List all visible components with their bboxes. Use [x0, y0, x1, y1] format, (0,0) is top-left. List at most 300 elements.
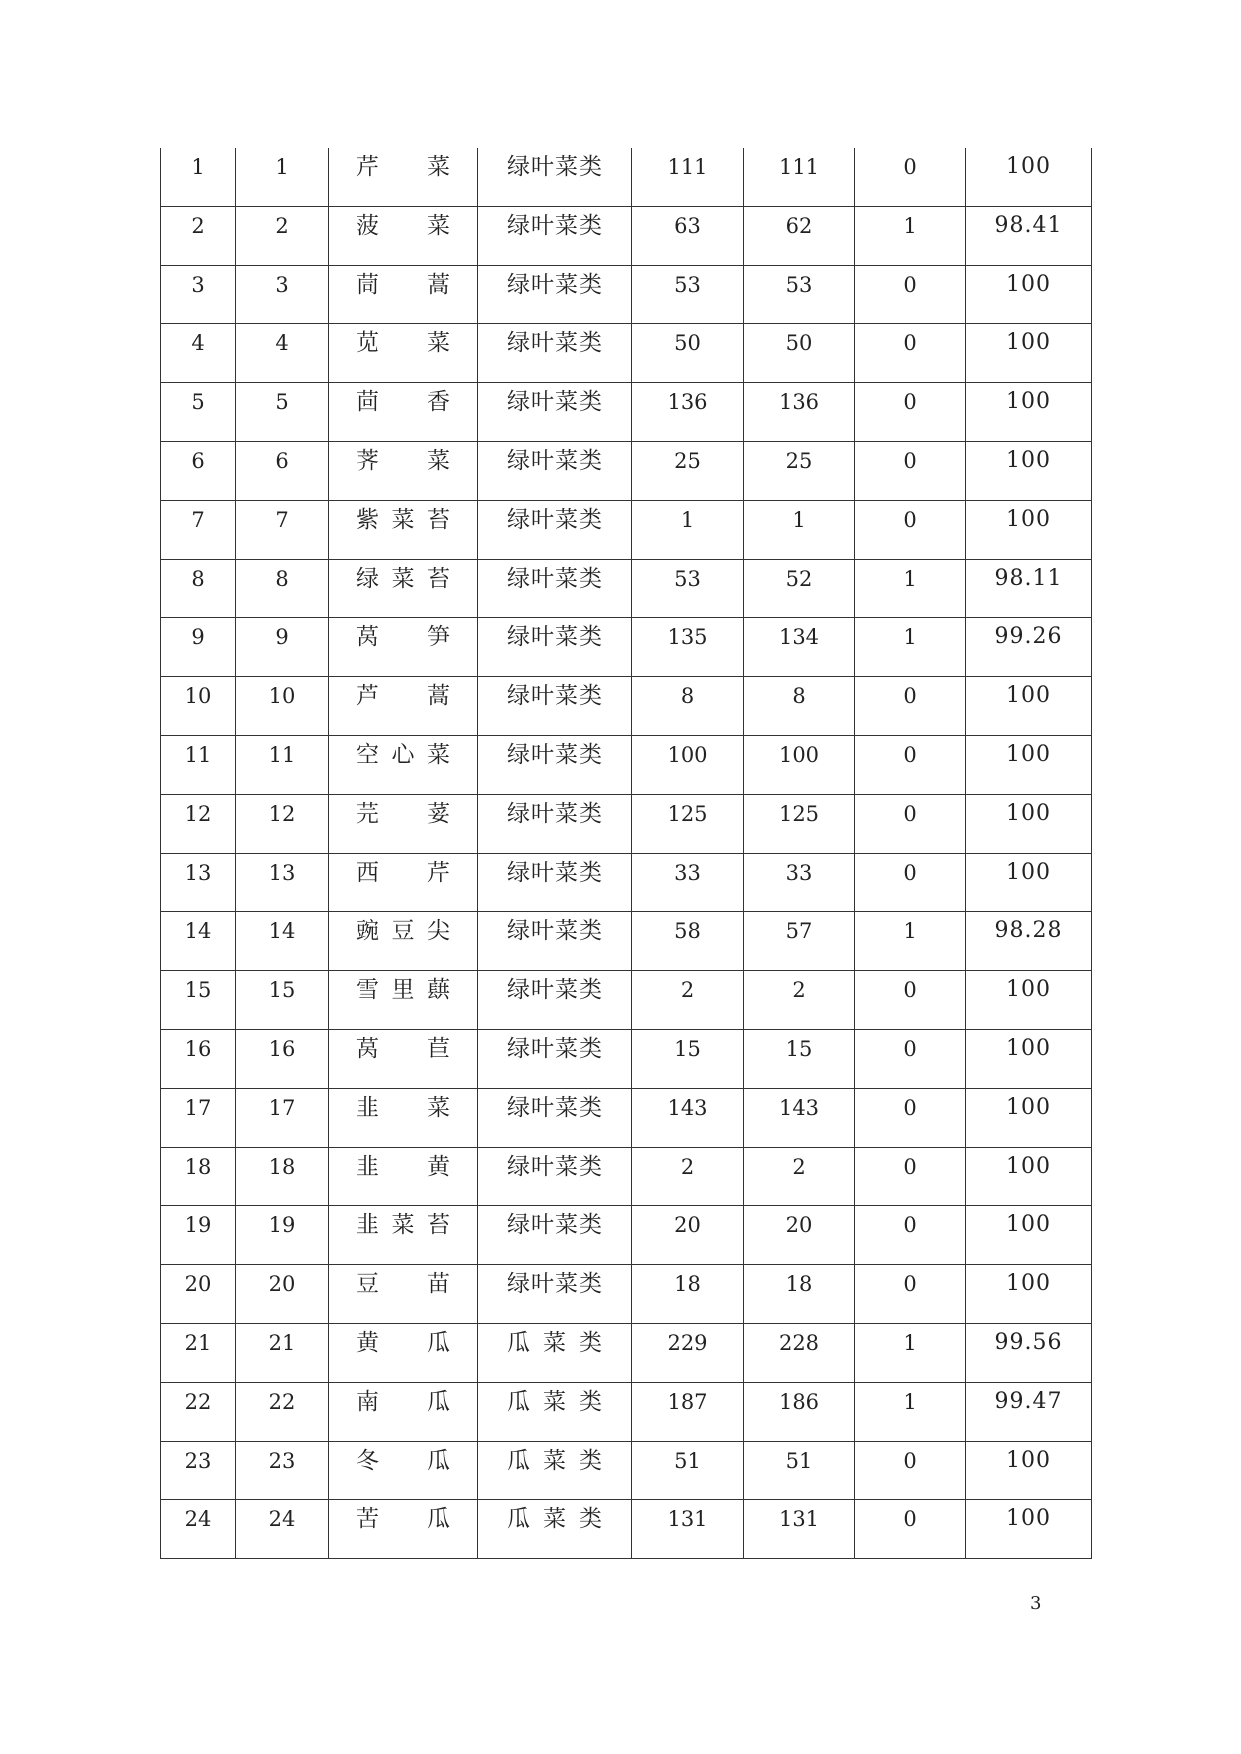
cell-pass-rate	[966, 971, 1092, 1030]
table-row	[161, 148, 1092, 206]
cell-sequence-text: 1	[191, 155, 205, 179]
cell-samples-passed-text: 134	[778, 625, 820, 650]
cell-item-number	[236, 441, 329, 500]
cell-vegetable-name-text: 茴 香	[356, 389, 450, 416]
table-row	[161, 1206, 1092, 1265]
cell-samples-passed-text: 62	[785, 213, 813, 238]
cell-samples-passed	[744, 265, 855, 324]
cell-samples-failed-text: 0	[903, 331, 917, 356]
cell-samples-passed	[744, 971, 855, 1030]
cell-category-text: 绿叶菜类	[507, 683, 602, 710]
cell-vegetable-name-text: 豆 苗	[356, 1271, 450, 1298]
cell-item-number-text: 17	[268, 1095, 296, 1120]
cell-pass-rate-text: 99.26	[994, 624, 1063, 650]
cell-samples-failed	[855, 794, 966, 853]
cell-category-text: 绿叶菜类	[507, 918, 602, 945]
cell-pass-rate	[966, 1441, 1092, 1500]
cell-vegetable-name	[329, 794, 478, 853]
cell-vegetable-name	[329, 206, 478, 265]
cell-sequence-text: 7	[191, 507, 205, 532]
cell-category	[478, 559, 632, 618]
cell-vegetable-name	[329, 677, 478, 736]
cell-samples-failed	[855, 1029, 966, 1088]
cell-samples-passed-text: 52	[785, 566, 813, 591]
cell-vegetable-name-text: 芦 蒿	[356, 683, 450, 710]
cell-sequence	[161, 1500, 236, 1559]
cell-sequence-text: 6	[191, 448, 205, 473]
cell-samples-failed-text: 0	[903, 507, 917, 532]
inspection-results-table	[160, 148, 1092, 1559]
cell-item-number	[236, 1500, 329, 1559]
cell-vegetable-name-text: 莴 笋	[356, 624, 450, 651]
cell-samples-failed	[855, 1441, 966, 1500]
cell-pass-rate	[966, 1029, 1092, 1088]
cell-samples-tested-text: 136	[667, 390, 708, 415]
cell-samples-passed	[744, 383, 855, 442]
cell-sequence-text: 5	[191, 390, 205, 415]
table-row	[161, 794, 1092, 853]
cell-vegetable-name	[329, 559, 478, 618]
cell-pass-rate-text: 98.11	[994, 565, 1063, 591]
cell-item-number	[236, 1323, 329, 1382]
cell-samples-passed-text: 51	[785, 1448, 813, 1473]
cell-vegetable-name	[329, 265, 478, 324]
cell-sequence-text: 13	[184, 860, 212, 885]
cell-item-number	[236, 1029, 329, 1088]
cell-samples-failed	[855, 735, 966, 794]
cell-pass-rate	[966, 1206, 1092, 1265]
cell-category-text: 瓜 菜 类	[507, 1388, 602, 1415]
cell-category	[478, 1029, 632, 1088]
cell-samples-tested-text: 125	[667, 801, 708, 826]
cell-category	[478, 206, 632, 265]
cell-pass-rate-text: 100	[1006, 1506, 1051, 1532]
cell-samples-tested-text: 15	[674, 1036, 701, 1061]
cell-pass-rate	[966, 1265, 1092, 1324]
cell-samples-tested	[632, 383, 744, 442]
cell-samples-passed	[744, 441, 855, 500]
cell-item-number-text: 20	[268, 1272, 296, 1297]
cell-pass-rate-text: 100	[1006, 859, 1051, 885]
cell-sequence-text: 9	[191, 625, 205, 650]
cell-sequence	[161, 971, 236, 1030]
cell-category	[478, 735, 632, 794]
cell-item-number	[236, 677, 329, 736]
cell-category-text: 瓜 菜 类	[507, 1506, 602, 1533]
cell-pass-rate-text: 100	[1006, 154, 1051, 179]
cell-vegetable-name	[329, 1265, 478, 1324]
cell-category	[478, 500, 632, 559]
cell-vegetable-name	[329, 618, 478, 677]
cell-category-text: 绿叶菜类	[507, 859, 602, 886]
cell-category	[478, 324, 632, 383]
cell-samples-tested-text: 2	[680, 1154, 695, 1179]
cell-samples-tested	[632, 1323, 744, 1382]
cell-samples-passed	[744, 853, 855, 912]
cell-samples-failed	[855, 148, 966, 206]
cell-sequence	[161, 618, 236, 677]
cell-samples-passed-text: 2	[792, 1154, 806, 1179]
cell-item-number-text: 6	[275, 448, 289, 473]
table-row	[161, 559, 1092, 618]
cell-sequence	[161, 1088, 236, 1147]
cell-sequence	[161, 324, 236, 383]
cell-sequence-text: 20	[184, 1272, 212, 1297]
cell-samples-failed	[855, 383, 966, 442]
cell-samples-passed-text: 111	[778, 155, 820, 179]
table-row	[161, 206, 1092, 265]
table-row	[161, 1382, 1092, 1441]
cell-samples-passed	[744, 1441, 855, 1500]
cell-samples-failed-text: 0	[903, 1272, 917, 1297]
cell-item-number-text: 4	[275, 331, 289, 356]
cell-category-text: 绿叶菜类	[507, 271, 602, 298]
cell-vegetable-name	[329, 383, 478, 442]
cell-sequence	[161, 383, 236, 442]
cell-sequence	[161, 1206, 236, 1265]
cell-pass-rate-text: 99.47	[994, 1388, 1063, 1414]
cell-samples-failed	[855, 265, 966, 324]
cell-samples-tested	[632, 1029, 744, 1088]
cell-vegetable-name	[329, 1029, 478, 1088]
cell-samples-failed-text: 0	[903, 155, 917, 179]
cell-samples-tested	[632, 912, 744, 971]
cell-samples-passed	[744, 1206, 855, 1265]
cell-vegetable-name	[329, 500, 478, 559]
cell-category	[478, 853, 632, 912]
cell-item-number	[236, 735, 329, 794]
cell-samples-tested-text: 51	[674, 1448, 701, 1473]
cell-category	[478, 1500, 632, 1559]
cell-samples-passed	[744, 1147, 855, 1206]
cell-sequence	[161, 912, 236, 971]
cell-samples-tested	[632, 794, 744, 853]
cell-sequence-text: 14	[184, 919, 212, 944]
table-row	[161, 265, 1092, 324]
cell-pass-rate	[966, 853, 1092, 912]
cell-category	[478, 1441, 632, 1500]
cell-vegetable-name-text: 绿 菜 苔	[356, 565, 450, 592]
cell-category-text: 绿叶菜类	[507, 389, 602, 416]
cell-samples-failed-text: 0	[903, 390, 917, 415]
cell-item-number-text: 19	[268, 1213, 296, 1238]
cell-pass-rate	[966, 148, 1092, 206]
table-row	[161, 441, 1092, 500]
cell-pass-rate-text: 100	[1006, 683, 1051, 709]
cell-sequence	[161, 677, 236, 736]
cell-category-text: 绿叶菜类	[507, 977, 602, 1004]
cell-vegetable-name	[329, 1088, 478, 1147]
table-body	[161, 148, 1092, 1559]
cell-item-number-text: 5	[275, 390, 289, 415]
cell-pass-rate-text: 100	[1006, 330, 1051, 356]
cell-item-number	[236, 1382, 329, 1441]
cell-samples-failed-text: 0	[903, 684, 917, 709]
cell-samples-tested-text: 25	[674, 448, 701, 473]
cell-category	[478, 383, 632, 442]
cell-item-number-text: 2	[275, 213, 289, 238]
cell-category	[478, 265, 632, 324]
cell-vegetable-name-text: 苦 瓜	[356, 1506, 450, 1533]
cell-samples-tested-text: 58	[674, 919, 701, 944]
cell-sequence	[161, 1323, 236, 1382]
cell-item-number	[236, 794, 329, 853]
cell-pass-rate	[966, 618, 1092, 677]
cell-samples-failed	[855, 1206, 966, 1265]
cell-samples-passed	[744, 794, 855, 853]
cell-category-text: 瓜 菜 类	[507, 1447, 602, 1474]
cell-samples-passed-text: 15	[785, 1036, 813, 1061]
cell-samples-passed	[744, 1500, 855, 1559]
cell-item-number	[236, 618, 329, 677]
cell-sequence	[161, 1441, 236, 1500]
cell-samples-tested	[632, 500, 744, 559]
cell-vegetable-name-text: 雪 里 蕻	[356, 977, 450, 1004]
cell-samples-passed-text: 18	[785, 1272, 813, 1297]
cell-samples-passed	[744, 1029, 855, 1088]
cell-vegetable-name	[329, 853, 478, 912]
cell-samples-passed-text: 57	[785, 919, 813, 944]
cell-pass-rate-text: 98.41	[994, 212, 1063, 238]
cell-category	[478, 1206, 632, 1265]
cell-samples-failed	[855, 1500, 966, 1559]
cell-samples-tested	[632, 1206, 744, 1265]
cell-vegetable-name	[329, 1382, 478, 1441]
cell-vegetable-name	[329, 1441, 478, 1500]
cell-pass-rate-text: 99.56	[994, 1329, 1063, 1355]
cell-samples-tested	[632, 206, 744, 265]
cell-samples-passed	[744, 500, 855, 559]
cell-samples-failed	[855, 618, 966, 677]
cell-pass-rate	[966, 735, 1092, 794]
cell-pass-rate	[966, 1500, 1092, 1559]
cell-samples-passed	[744, 324, 855, 383]
cell-pass-rate	[966, 677, 1092, 736]
table-row	[161, 1088, 1092, 1147]
cell-pass-rate-text: 100	[1006, 447, 1051, 473]
cell-samples-tested-text: 143	[667, 1095, 708, 1120]
cell-item-number-text: 11	[268, 742, 296, 767]
cell-item-number	[236, 324, 329, 383]
cell-category-text: 绿叶菜类	[507, 1035, 602, 1062]
cell-item-number-text: 14	[268, 919, 296, 944]
cell-pass-rate-text: 100	[1006, 1271, 1051, 1297]
cell-samples-tested	[632, 1265, 744, 1324]
cell-samples-tested-text: 20	[674, 1213, 701, 1238]
cell-pass-rate-text: 100	[1006, 506, 1051, 532]
cell-pass-rate-text: 100	[1006, 271, 1051, 297]
cell-samples-tested-text: 18	[674, 1272, 701, 1297]
cell-pass-rate	[966, 1147, 1092, 1206]
table-row	[161, 1500, 1092, 1559]
cell-samples-passed-text: 50	[785, 331, 813, 356]
cell-samples-passed-text: 228	[778, 1330, 820, 1355]
cell-item-number-text: 16	[268, 1036, 296, 1061]
cell-vegetable-name-text: 韭 黄	[356, 1153, 450, 1180]
cell-samples-passed-text: 125	[778, 801, 820, 826]
table-row	[161, 324, 1092, 383]
cell-category-text: 绿叶菜类	[507, 1153, 602, 1180]
cell-vegetable-name-text: 苋 菜	[356, 330, 450, 357]
cell-item-number	[236, 912, 329, 971]
cell-item-number	[236, 1088, 329, 1147]
cell-samples-tested-text: 50	[674, 331, 701, 356]
cell-samples-failed-text: 1	[903, 1330, 917, 1355]
cell-vegetable-name-text: 莴 苣	[356, 1035, 450, 1062]
cell-item-number	[236, 1265, 329, 1324]
cell-item-number	[236, 500, 329, 559]
cell-samples-tested-text: 229	[667, 1330, 708, 1355]
cell-item-number-text: 22	[268, 1389, 296, 1414]
cell-samples-tested	[632, 1500, 744, 1559]
cell-samples-passed-text: 2	[792, 978, 806, 1003]
cell-samples-tested-text: 111	[667, 155, 708, 179]
cell-sequence-text: 4	[191, 331, 205, 356]
cell-item-number	[236, 148, 329, 206]
cell-samples-failed	[855, 441, 966, 500]
cell-vegetable-name-text: 韭 菜 苔	[356, 1212, 450, 1239]
cell-vegetable-name-text: 芹 菜	[356, 154, 450, 180]
table-row	[161, 1029, 1092, 1088]
cell-sequence-text: 12	[184, 801, 212, 826]
cell-samples-failed	[855, 324, 966, 383]
table-row	[161, 971, 1092, 1030]
cell-category	[478, 912, 632, 971]
table-row	[161, 1323, 1092, 1382]
cell-samples-passed-text: 186	[778, 1389, 820, 1414]
cell-item-number	[236, 383, 329, 442]
cell-item-number	[236, 206, 329, 265]
cell-samples-tested-text: 135	[667, 625, 708, 650]
cell-samples-failed	[855, 206, 966, 265]
table-row	[161, 912, 1092, 971]
cell-item-number-text: 24	[268, 1507, 296, 1532]
cell-sequence-text: 22	[184, 1389, 212, 1414]
cell-samples-passed-text: 20	[785, 1213, 813, 1238]
cell-sequence-text: 16	[184, 1036, 212, 1061]
cell-pass-rate	[966, 1088, 1092, 1147]
cell-samples-passed-text: 25	[785, 448, 813, 473]
cell-sequence	[161, 1029, 236, 1088]
cell-samples-tested-text: 2	[680, 978, 695, 1003]
cell-vegetable-name	[329, 324, 478, 383]
cell-pass-rate	[966, 794, 1092, 853]
cell-vegetable-name-text: 冬 瓜	[356, 1447, 450, 1474]
cell-vegetable-name	[329, 148, 478, 206]
cell-item-number-text: 13	[268, 860, 296, 885]
cell-samples-tested-text: 187	[667, 1389, 708, 1414]
cell-samples-passed	[744, 1265, 855, 1324]
cell-pass-rate	[966, 265, 1092, 324]
cell-samples-failed-text: 0	[903, 978, 917, 1003]
cell-samples-failed	[855, 559, 966, 618]
cell-samples-tested	[632, 1441, 744, 1500]
cell-item-number	[236, 1147, 329, 1206]
cell-sequence-text: 8	[191, 566, 205, 591]
cell-vegetable-name	[329, 912, 478, 971]
cell-sequence-text: 18	[184, 1154, 212, 1179]
cell-vegetable-name-text: 荠 菜	[356, 447, 450, 474]
cell-samples-tested-text: 33	[674, 860, 701, 885]
cell-pass-rate-text: 100	[1006, 1447, 1051, 1473]
cell-samples-tested-text: 53	[674, 566, 701, 591]
cell-samples-tested-text: 8	[680, 684, 695, 709]
cell-category-text: 绿叶菜类	[507, 800, 602, 827]
cell-pass-rate	[966, 206, 1092, 265]
cell-samples-passed	[744, 1088, 855, 1147]
cell-item-number-text: 12	[268, 801, 296, 826]
table-row	[161, 1147, 1092, 1206]
cell-vegetable-name	[329, 441, 478, 500]
cell-samples-tested	[632, 265, 744, 324]
cell-item-number-text: 9	[275, 625, 289, 650]
cell-samples-failed	[855, 1382, 966, 1441]
cell-pass-rate	[966, 324, 1092, 383]
cell-vegetable-name-text: 空 心 菜	[356, 741, 450, 768]
cell-samples-passed-text: 8	[792, 684, 806, 709]
cell-samples-failed	[855, 971, 966, 1030]
table-row	[161, 735, 1092, 794]
cell-samples-passed	[744, 206, 855, 265]
cell-vegetable-name-text: 菠 菜	[356, 212, 450, 239]
cell-pass-rate-text: 100	[1006, 389, 1051, 415]
cell-samples-tested	[632, 148, 744, 206]
cell-category-text: 绿叶菜类	[507, 506, 602, 533]
cell-item-number-text: 1	[275, 155, 289, 179]
cell-vegetable-name-text: 南 瓜	[356, 1388, 450, 1415]
cell-pass-rate-text: 100	[1006, 977, 1051, 1003]
cell-category-text: 绿叶菜类	[507, 1271, 602, 1298]
cell-samples-failed	[855, 1265, 966, 1324]
cell-samples-passed-text: 33	[785, 860, 813, 885]
cell-samples-tested	[632, 1147, 744, 1206]
cell-samples-tested	[632, 1382, 744, 1441]
cell-samples-failed-text: 0	[903, 1036, 917, 1061]
cell-item-number-text: 18	[268, 1154, 296, 1179]
cell-sequence	[161, 500, 236, 559]
cell-sequence	[161, 735, 236, 794]
cell-pass-rate	[966, 500, 1092, 559]
cell-samples-tested	[632, 677, 744, 736]
cell-category-text: 绿叶菜类	[507, 154, 602, 180]
cell-samples-passed	[744, 1323, 855, 1382]
cell-samples-passed-text: 136	[778, 390, 820, 415]
cell-samples-failed-text: 0	[903, 272, 917, 297]
cell-samples-failed	[855, 1323, 966, 1382]
cell-item-number-text: 8	[275, 566, 289, 591]
cell-sequence	[161, 853, 236, 912]
cell-samples-passed	[744, 735, 855, 794]
cell-category	[478, 1147, 632, 1206]
table-row	[161, 383, 1092, 442]
cell-samples-failed	[855, 677, 966, 736]
cell-pass-rate-text: 100	[1006, 800, 1051, 826]
cell-pass-rate	[966, 441, 1092, 500]
cell-sequence	[161, 1265, 236, 1324]
cell-samples-tested	[632, 1088, 744, 1147]
cell-item-number	[236, 971, 329, 1030]
cell-sequence-text: 15	[184, 978, 212, 1003]
cell-samples-tested	[632, 559, 744, 618]
table-row	[161, 618, 1092, 677]
cell-vegetable-name-text: 茼 蒿	[356, 271, 450, 298]
cell-item-number	[236, 853, 329, 912]
cell-samples-passed-text: 1	[792, 507, 806, 532]
cell-category	[478, 1382, 632, 1441]
cell-item-number	[236, 265, 329, 324]
table-row	[161, 1441, 1092, 1500]
cell-samples-failed-text: 0	[903, 1095, 917, 1120]
